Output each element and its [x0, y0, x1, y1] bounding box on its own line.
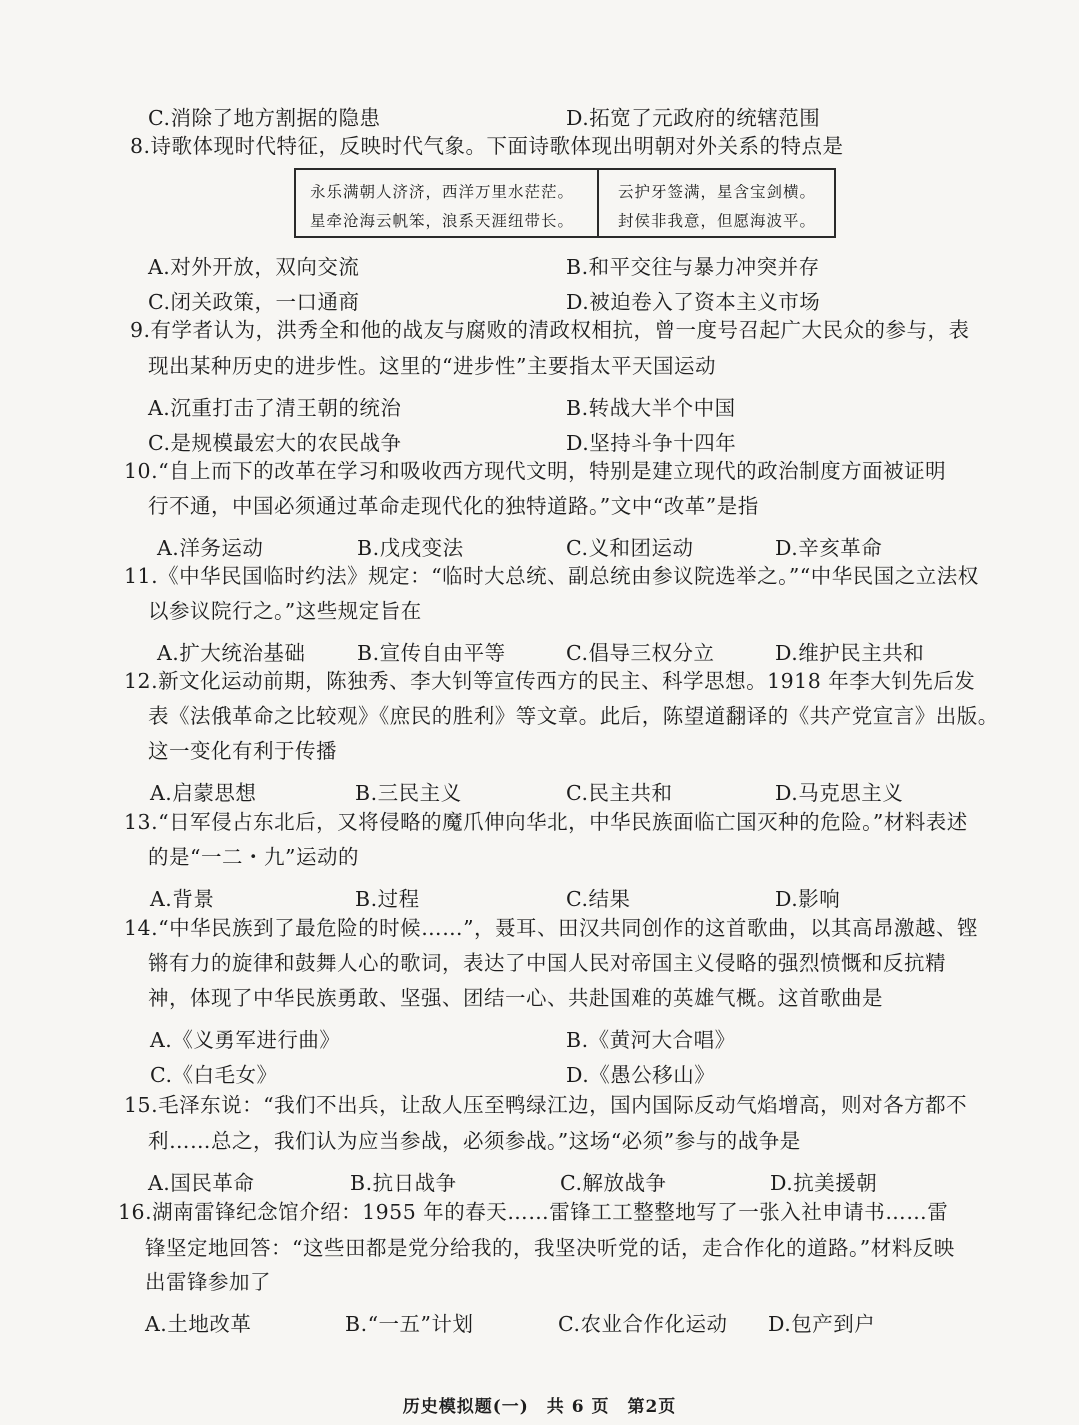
q14-stem-line-3: 神，体现了中华民族勇敢、坚强、团结一心、共赴国难的英雄气概。这首歌曲是 — [148, 986, 883, 1010]
q10-stem-line-2: 行不通，中国必须通过革命走现代化的独特道路。”文中“改革”是指 — [148, 494, 759, 518]
q9-stem-line-1: 9.有学者认为，洪秀全和他的战友与腐败的清政权相抗，曾一度号召起广大民众的参与，表 — [130, 318, 970, 342]
q12-stem-line-1: 12.新文化运动前期，陈独秀、李大钊等宣传西方的民主、科学思想。1918 年李大钊先后发 — [124, 669, 976, 693]
q9-option-b: B.转战大半个中国 — [566, 396, 736, 420]
q8-poem-box — [294, 168, 836, 238]
q16-stem-line-1: 16.湖南雷锋纪念馆介绍：1955 年的春天……雷锋工工整整地写了一张入社申请书……雷 — [118, 1200, 949, 1224]
q16-stem-line-2: 锋坚定地回答：“这些田都是党分给我的，我坚决听党的话，走合作化的道路。”材料反映 — [145, 1236, 955, 1260]
q14-option-c: C.《白毛女》 — [150, 1063, 278, 1087]
q13-option-c: C.结果 — [566, 887, 631, 911]
q15-option-c: C.解放战争 — [560, 1171, 667, 1195]
q14-option-b: B.《黄河大合唱》 — [566, 1028, 736, 1052]
q9-option-d: D.坚持斗争十四年 — [566, 431, 737, 455]
page-footer: 历史模拟题(一) 共 6 页 第2页 — [402, 1397, 677, 1417]
poem-left-line-2: 星牵沧海云帆笨，浪系天涯纽带长。 — [310, 212, 575, 230]
q13-option-d: D.影响 — [775, 887, 841, 911]
q8-option-a: A.对外开放，双向交流 — [148, 255, 360, 279]
q7-option-c: C.消除了地方割据的隐患 — [148, 106, 381, 130]
poem-right-line-2: 封侯非我意，但愿海波平。 — [618, 212, 817, 230]
q12-option-b: B.三民主义 — [355, 781, 462, 805]
q14-stem-line-2: 锵有力的旋律和鼓舞人心的歌词，表达了中国人民对帝国主义侵略的强烈愤慨和反抗精 — [148, 951, 946, 975]
q15-option-b: B.抗日战争 — [350, 1171, 457, 1195]
q10-stem-line-1: 10.“自上而下的改革在学习和吸收西方现代文明，特别是建立现代的政治制度方面被证明 — [124, 459, 947, 483]
q15-option-a: A.国民革命 — [148, 1171, 255, 1195]
q11-option-c: C.倡导三权分立 — [566, 641, 715, 665]
q13-stem-line-1: 13.“日军侵占东北后，又将侵略的魔爪伸向华北，中华民族面临亡国灭种的危险。”材料表述 — [124, 810, 968, 834]
q9-option-c: C.是规模最宏大的农民战争 — [148, 431, 402, 455]
poem-divider — [597, 170, 599, 236]
q12-stem-line-3: 这一变化有利于传播 — [148, 739, 337, 763]
poem-right-line-1: 云护牙签满，星含宝剑横。 — [618, 183, 817, 201]
q12-option-d: D.马克思主义 — [775, 781, 904, 805]
q16-option-b: B.“一五”计划 — [345, 1312, 474, 1336]
q12-option-a: A.启蒙思想 — [150, 781, 257, 805]
q10-option-c: C.义和团运动 — [566, 536, 694, 560]
q13-option-a: A.背景 — [150, 887, 215, 911]
q8-option-d: D.被迫卷入了资本主义市场 — [566, 290, 821, 314]
q7-option-d: D.拓宽了元政府的统辖范围 — [566, 106, 821, 130]
q8-option-c: C.闭关政策，一口通商 — [148, 290, 360, 314]
q9-option-a: A.沉重打击了清王朝的统治 — [148, 396, 402, 420]
q11-stem-line-2: 以参议院行之。”这些规定旨在 — [148, 599, 422, 623]
q11-option-a: A.扩大统治基础 — [157, 641, 306, 665]
q15-stem-line-2: 利……总之，我们认为应当参战，必须参战。”这场“必须”参与的战争是 — [148, 1129, 801, 1153]
q16-stem-line-3: 出雷锋参加了 — [145, 1270, 271, 1294]
q11-stem-line-1: 11.《中华民国临时约法》规定：“临时大总统、副总统由参议院选举之。”“中华民国之立法权 — [124, 564, 979, 588]
q14-option-a: A.《义勇军进行曲》 — [150, 1028, 341, 1052]
q14-option-d: D.《愚公移山》 — [566, 1063, 716, 1087]
q16-option-a: A.土地改革 — [145, 1312, 252, 1336]
q10-option-b: B.戊戌变法 — [357, 536, 464, 560]
q13-stem-line-2: 的是“一二・九”运动的 — [148, 845, 359, 869]
q15-option-d: D.抗美援朝 — [770, 1171, 878, 1195]
q9-stem-line-2: 现出某种历史的进步性。这里的“进步性”主要指太平天国运动 — [148, 354, 716, 378]
q15-stem-line-1: 15.毛泽东说：“我们不出兵，让敌人压至鸭绿江边，国内国际反动气焰增高，则对各方都不 — [124, 1093, 968, 1117]
q12-option-c: C.民主共和 — [566, 781, 673, 805]
q8-option-b: B.和平交往与暴力冲突并存 — [566, 255, 820, 279]
q16-option-c: C.农业合作化运动 — [558, 1312, 728, 1336]
q10-option-a: A.洋务运动 — [157, 536, 264, 560]
q13-option-b: B.过程 — [355, 887, 420, 911]
q16-option-d: D.包产到户 — [768, 1312, 876, 1336]
q10-option-d: D.辛亥革命 — [775, 536, 883, 560]
q11-option-d: D.维护民主共和 — [775, 641, 925, 665]
q11-option-b: B.宣传自由平等 — [357, 641, 506, 665]
q14-stem-line-1: 14.“中华民族到了最危险的时候……”，聂耳、田汉共同创作的这首歌曲，以其高昂激越、铿 — [124, 916, 979, 940]
q8-stem: 8.诗歌体现时代特征，反映时代气象。下面诗歌体现出明朝对外关系的特点是 — [130, 134, 844, 158]
q12-stem-line-2: 表《法俄革命之比较观》《庶民的胜利》等文章。此后，陈望道翻译的《共产党宣言》出版。 — [148, 704, 999, 728]
poem-left-line-1: 永乐满朝人济济，西洋万里水茫茫。 — [310, 183, 575, 201]
